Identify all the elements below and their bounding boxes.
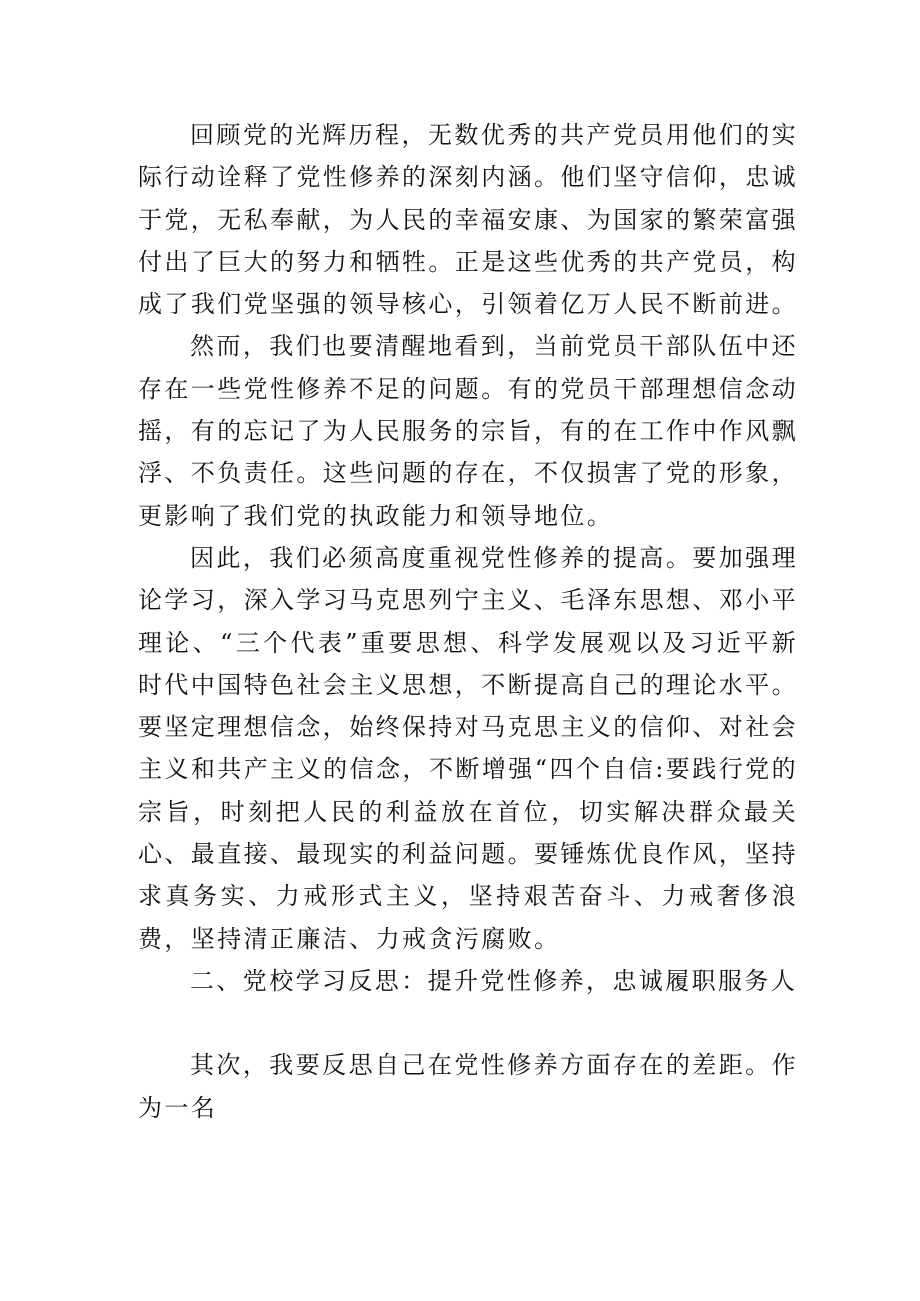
paragraph-self-reflection: 其次，我要反思自己在党性修养方面存在的差距。作为一名 [138,1051,798,1122]
paragraph-measures: 因此，我们必须高度重视党性修养的提高。要加强理论学习，深入学习马克思列宁主义、毛泽东思想、邓小平理论、“三个代表”重要思想、科学发展观以及习近平新时代中国特色社会主义思想，不断提高自己的理论水平。要坚定理想信念，始终保持对马克思主义的信仰、对社会主义和共产主义的信念，不断增强“四个自信:要践行党的宗旨，时刻把人民的利益放在首位，切实解决群众最关心、最直接、最现实的利益问题。要锤炼优良作风，坚持求真务实、力戒形式主义，坚持艰苦奋斗、力戒奢侈浪费，坚持清正廉洁、力戒贪污腐败。 [138,543,798,953]
section-heading: 二、党校学习反思：提升党性修养，忠诚履职服务人 [190,966,798,995]
blank-line [138,1002,798,1044]
document-body [138,114,798,1129]
paragraph-party-history: 回顾党的光辉历程，无数优秀的共产党员用他们的实际行动诠释了党性修养的深刻内涵。他们坚守信仰，忠诚于党，无私奉献，为人民的幸福安康、为国家的繁荣富强付出了巨大的努力和牺牲。正是这些优秀的共产党员，构成了我们党坚强的领导核心，引领着亿万人民不断前进。 [138,121,798,319]
paragraph-problems: 然而，我们也要清醒地看到，当前党员干部队伍中还存在一些党性修养不足的问题。有的党员干部理想信念动摇，有的忘记了为人民服务的宗旨，有的在工作中作风飘浮、不负责任。这些问题的存在，不仅损害了党的形象，更影响了我们党的执政能力和领导地位。 [138,332,798,530]
